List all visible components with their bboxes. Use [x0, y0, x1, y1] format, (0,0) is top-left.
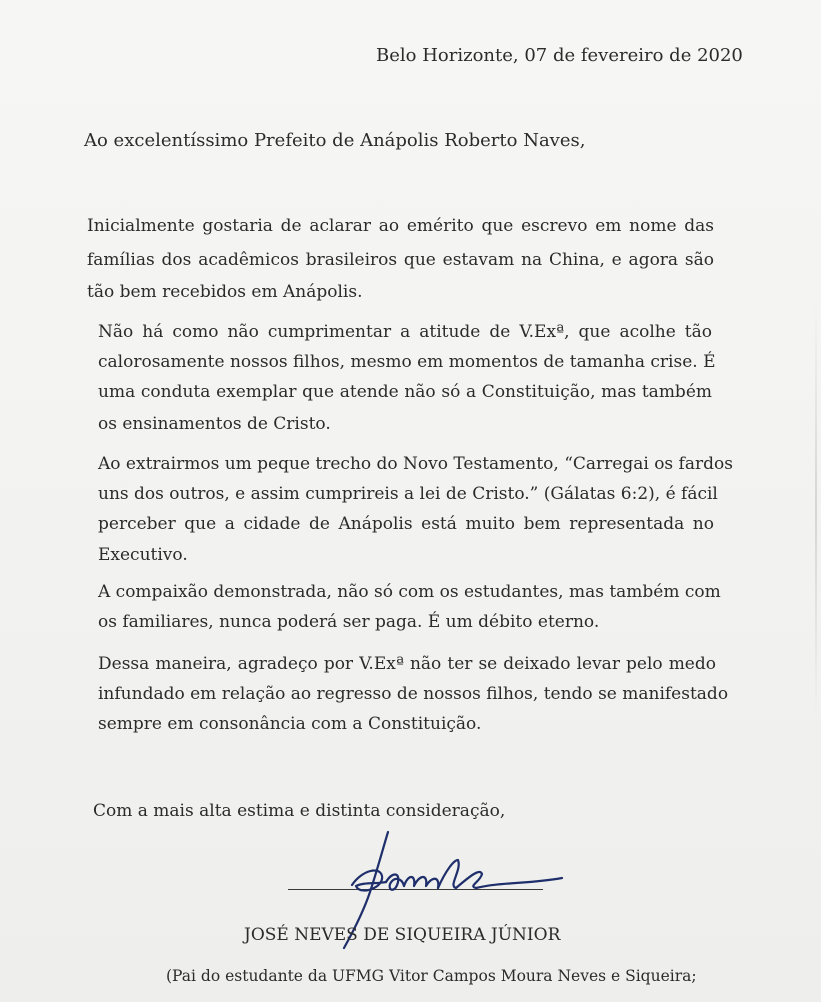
paragraph-5-line-1: Dessa maneira, agradeço por V.Exª não ter se deixado levar pelo medo [98, 654, 716, 674]
paragraph-1-line-2: famílias dos acadêmicos brasileiros que estavam na China, e agora são [87, 250, 714, 270]
paragraph-2-line-1: Não há como não cumprimentar a atitude de V.Exª, que acolhe tão [98, 322, 712, 342]
signer-note: (Pai do estudante da UFMG Vitor Campos Moura Neves e Siqueira; [166, 967, 697, 985]
paper-fold-shadow [815, 300, 817, 720]
date-line: Belo Horizonte, 07 de fevereiro de 2020 [376, 45, 743, 66]
paragraph-1-line-3: tão bem recebidos em Anápolis. [87, 282, 363, 302]
closing-line: Com a mais alta estima e distinta consideração, [93, 801, 506, 821]
paragraph-2-line-3: uma conduta exemplar que atende não só a Constituição, mas também [98, 382, 712, 402]
paragraph-3-line-4: Executivo. [98, 545, 188, 565]
paragraph-2-line-4: os ensinamentos de Cristo. [98, 414, 331, 434]
signer-name: JOSÉ NEVES DE SIQUEIRA JÚNIOR [244, 925, 561, 945]
paragraph-3-line-2: uns dos outros, e assim cumprireis a lei de Cristo.” (Gálatas 6:2), é fácil [98, 484, 718, 504]
paragraph-4-line-1: A compaixão demonstrada, não só com os estudantes, mas também com [98, 582, 721, 602]
paragraph-2-line-2: calorosamente nossos filhos, mesmo em momentos de tamanha crise. É [98, 352, 716, 372]
paragraph-3-line-1: Ao extrairmos um peque trecho do Novo Testamento, “Carregai os fardos [98, 454, 733, 474]
salutation: Ao excelentíssimo Prefeito de Anápolis Roberto Naves, [84, 130, 586, 151]
paragraph-3-line-3: perceber que a cidade de Anápolis está muito bem representada no [98, 514, 714, 534]
paragraph-5-line-3: sempre em consonância com a Constituição. [98, 714, 482, 734]
paragraph-1-line-1: Inicialmente gostaria de aclarar ao emérito que escrevo em nome das [87, 216, 714, 236]
paragraph-5-line-2: infundado em relação ao regresso de nossos filhos, tendo se manifestado [98, 684, 729, 704]
paragraph-4-line-2: os familiares, nunca poderá ser paga. É um débito eterno. [98, 612, 600, 632]
